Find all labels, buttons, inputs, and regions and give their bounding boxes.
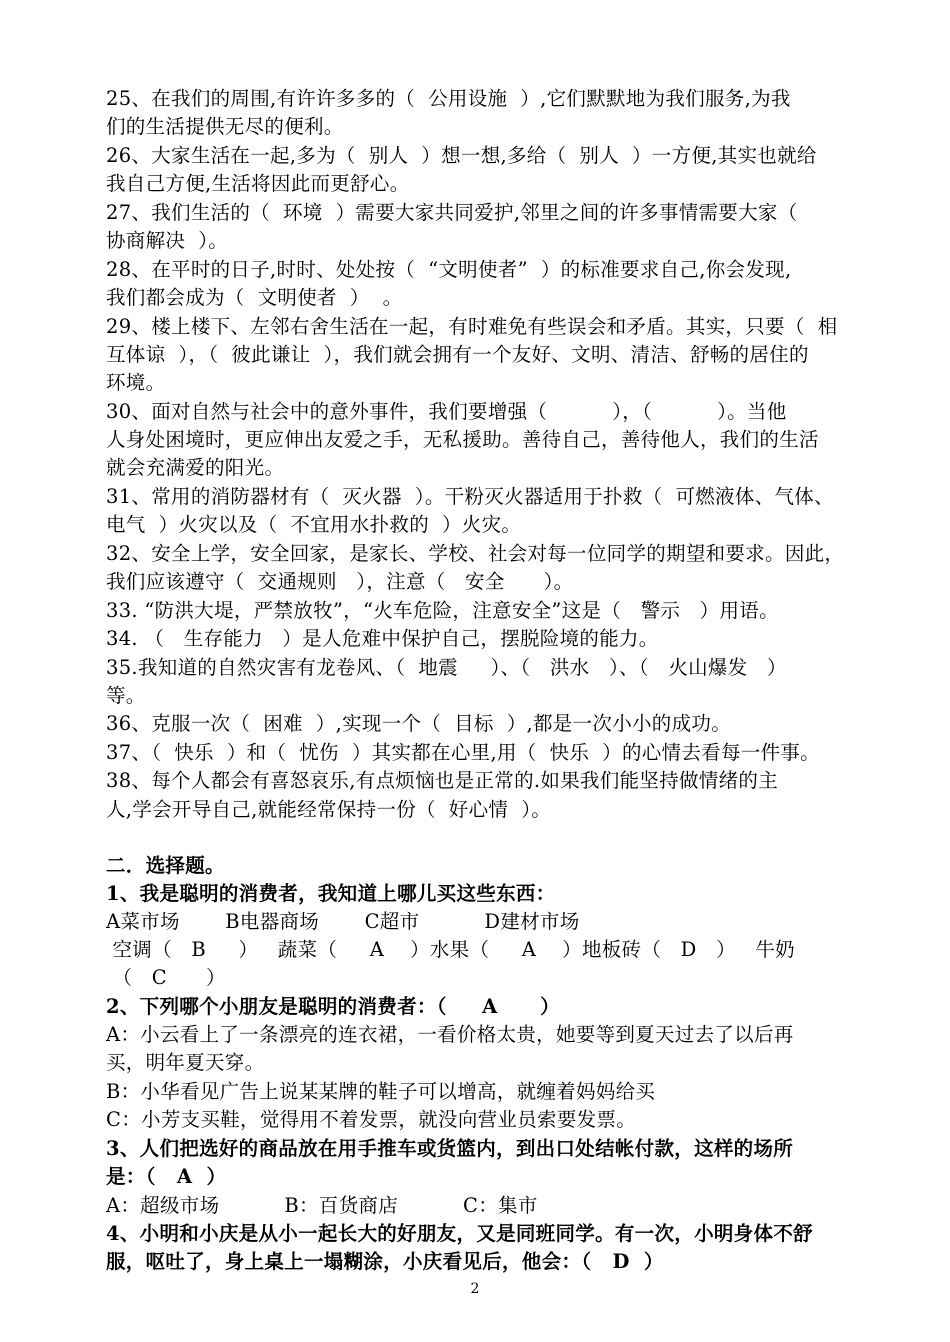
mc2-option-b: B：小华看见广告上说某某牌的鞋子可以增高，就缠着妈妈给买	[106, 1080, 656, 1103]
mc1-options: A菜市场 B电器商场 C超市 D建材市场	[106, 910, 580, 933]
q35-line-1: 35.我知道的自然灾害有龙卷风、（ 地震 ）、（ 洪水 ）、（ 火山爆发 ）	[106, 656, 787, 679]
q29-line-2: 互体谅 ），（ 彼此谦让 ），我们就会拥有一个友好、文明、清洁、舒畅的居住的	[106, 343, 809, 366]
section-2-title: 二．选择题。	[106, 854, 225, 877]
q32-line-1: 32、安全上学，安全回家，是家长、学校、社会对每一位同学的期望和要求。因此，	[106, 542, 845, 565]
mc2-option-a-1: A：小云看上了一条漂亮的连衣裙，一看价格太贵，她要等到夏天过去了以后再	[106, 1023, 794, 1046]
mc3-options: A：超级市场 B：百货商店 C：集市	[106, 1194, 538, 1217]
mc1-answers: 空调（ B ） 蔬菜（ A ）水果（ A ）地板砖（ D ） 牛奶	[106, 938, 795, 961]
page-number: 2	[470, 1281, 480, 1297]
mc4-question-cont: 服，呕吐了，身上桌上一塌糊涂，小庆看见后，他会：（ D ）	[106, 1250, 664, 1273]
q25-line-2: 们的生活提供无尽的便利。	[106, 115, 344, 138]
q29-line-1: 29、楼上楼下、左邻右舍生活在一起，有时难免有些误会和矛盾。其实，只要（ 相	[106, 315, 838, 338]
q35-line-2: 等。	[106, 684, 146, 707]
mc1-question: 1、我是聪明的消费者，我知道上哪儿买这些东西：	[106, 882, 556, 905]
q30-line-3: 就会充满爱的阳光。	[106, 456, 285, 479]
q34-line-1: 34. （ 生存能力 ）是人危难中保护自己，摆脱险境的能力。	[106, 627, 659, 650]
mc1-answers-cont: （ C ）	[106, 966, 226, 989]
mc3-question-cont: 是：（ A ）	[106, 1165, 227, 1188]
q27-line-2: 协商解决 ）。	[106, 229, 229, 252]
mc2-option-a-2: 买，明年夏天穿。	[106, 1051, 265, 1074]
q31-line-2: 电气 ）火灾以及（ 不宜用水扑救的 ）火灾。	[106, 513, 522, 536]
mc3-question: 3、人们把选好的商品放在用手推车或货篮内，到出口处结帐付款，这样的场所	[106, 1137, 794, 1160]
q38-line-2: 人,学会开导自己,就能经常保持一份（ 好心情 ）。	[106, 798, 552, 821]
mc2-question: 2、下列哪个小朋友是聪明的消费者：（ A ）	[106, 995, 560, 1018]
mc4-question: 4、小明和小庆是从小一起长大的好朋友，又是同班同学。有一次，小明身体不舒	[106, 1222, 813, 1245]
q36-line-1: 36、克服一次（ 困难 ）,实现一个（ 目标 ）,都是一次小小的成功。	[106, 712, 731, 735]
q33-line-1: 33. “防洪大堤，严禁放牧”，“火车危险，注意安全”这是（ 警示 ）用语。	[106, 599, 779, 622]
q30-line-1: 30、面对自然与社会中的意外事件，我们要增强（ ），（ ）。当他	[106, 400, 787, 423]
q28-line-1: 28、在平时的日子,时时、处处按（ “文明使者” ）的标准要求自己,你会发现,	[106, 258, 792, 281]
mc2-option-c: C：小芳支买鞋，觉得用不着发票，就没向营业员索要发票。	[106, 1108, 637, 1131]
q26-line-2: 我自己方便,生活将因此而更舒心。	[106, 172, 410, 195]
q25-line-1: 25、在我们的周围,有许许多多的（ 公用设施 ）,它们默默地为我们服务,为我	[106, 87, 791, 110]
q38-line-1: 38、每个人都会有喜怒哀乐,有点烦恼也是正常的.如果我们能坚持做情绪的主	[106, 769, 779, 792]
q30-line-2: 人身处困境时，更应伸出友爱之手，无私援助。善待自己，善待他人，我们的生活	[106, 428, 819, 451]
q29-line-3: 环境。	[106, 371, 166, 394]
q28-line-2: 我们都会成为（ 文明使者 ） 。	[106, 286, 403, 309]
q32-line-2: 我们应该遵守（ 交通规则 ），注意（ 安全 ）。	[106, 570, 574, 593]
q37-line-1: 37、（ 快乐 ）和（ 忧伤 ）其实都在心里,用（ 快乐 ）的心情去看每一件事。	[106, 741, 820, 764]
q27-line-1: 27、我们生活的（ 环境 ）需要大家共同爱护,邻里之间的许多事情需要大家（	[106, 201, 798, 224]
q26-line-1: 26、大家生活在一起,多为（ 别人 ）想一想,多给（ 别人 ）一方便,其实也就给	[106, 144, 817, 167]
q31-line-1: 31、常用的消防器材有（ 灭火器 ）。干粉灭火器适用于扑救（ 可燃液体、气体、	[106, 485, 834, 508]
